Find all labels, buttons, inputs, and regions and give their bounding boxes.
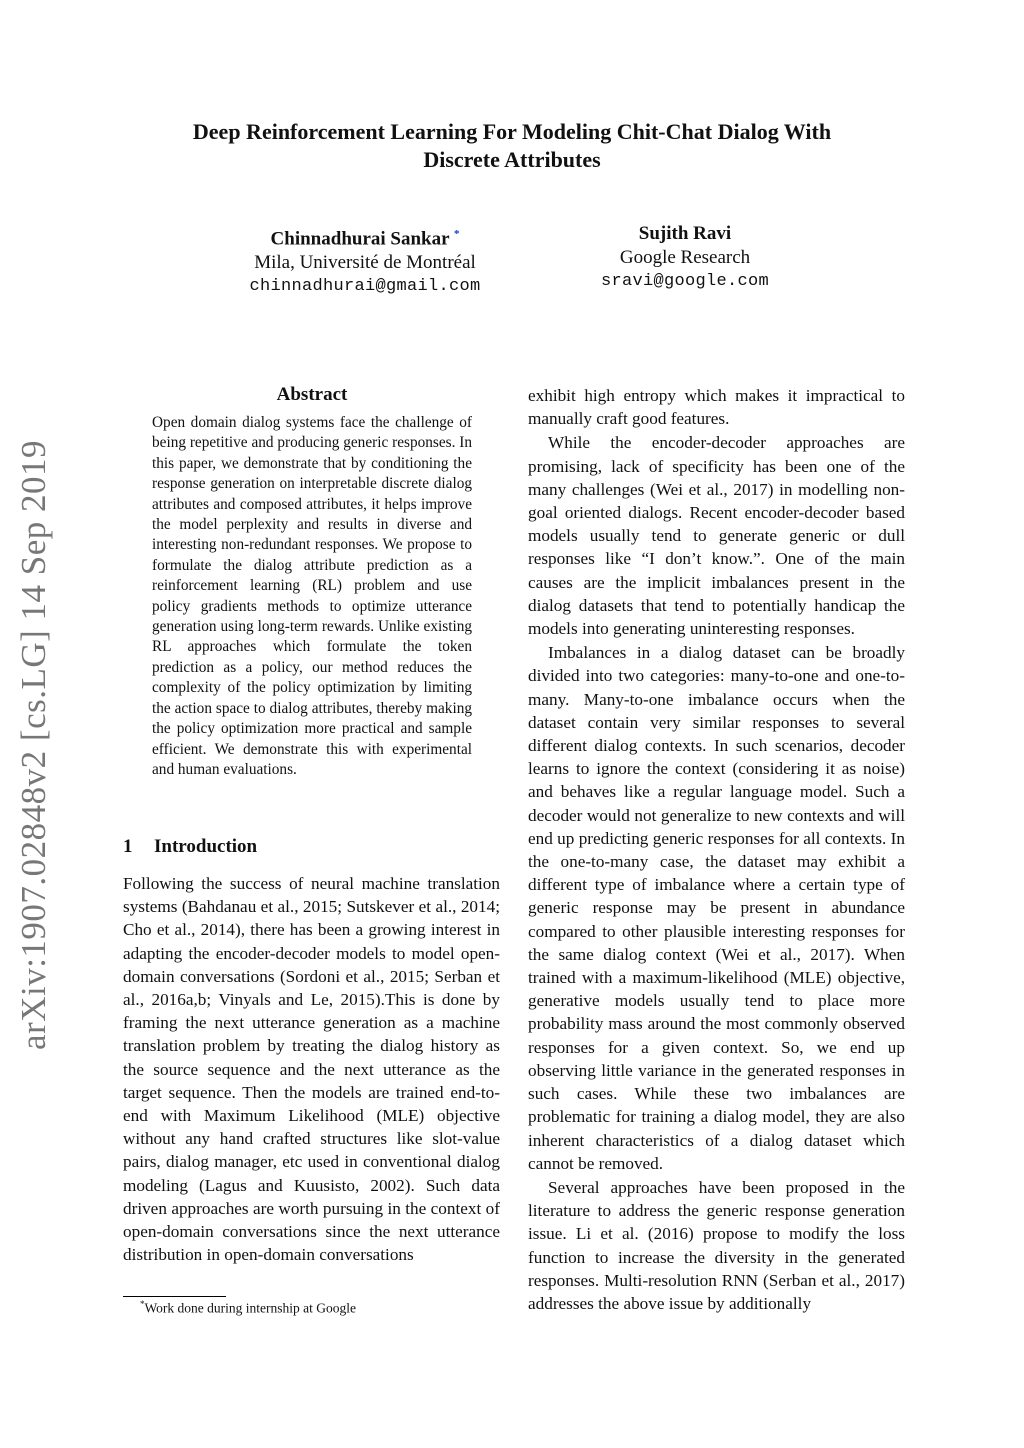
introduction-right-column xyxy=(528,384,905,1316)
author-email: chinnadhurai@gmail.com xyxy=(249,277,481,297)
section-heading-introduction xyxy=(123,836,257,858)
author-affiliation: Google Research xyxy=(619,247,751,268)
author-email: sravi@google.com xyxy=(600,272,770,291)
footnote-text: Work done during internship at Google xyxy=(144,1300,356,1316)
paper-title-line-2: Discrete Attributes xyxy=(423,147,601,172)
author-block-2 xyxy=(540,222,830,294)
footnote xyxy=(140,1299,356,1317)
footnote-rule xyxy=(123,1296,226,1297)
author-name: Sujith Ravi xyxy=(638,223,732,244)
paper-title xyxy=(0,118,1024,174)
introduction-paragraph: Following the success of neural machine translation systems (Bahdanau et al., 2015; Sutskever et al., 2014; Cho et al., 2014), there has been a growing interest in adapting the encoder-decoder models to model open-domain conversations (Sordoni et al., 2015; Serban et al., 2016a,b; Vinyals and Le, 2015).This is done by framing the next utterance generation as a machine translation problem by treating the dialog history as the source sequence and the next utterance as the target sequence. Then the models are trained end-to-end with Maximum Likelihood (MLE) objective without any hand crafted structures like slot-value pairs, dialog manager, etc used in conventional dialog modeling (Lagus and Kuusisto, 2002). Such data driven approaches are worth pursuing in the context of open-domain conversations since the next utterance distribution in open-domain conversations xyxy=(123,874,500,1265)
abstract-heading: Abstract xyxy=(276,384,348,405)
author-block-1 xyxy=(205,222,525,299)
paper-title-line-1: Deep Reinforcement Learning For Modeling Chit-Chat Dialog With xyxy=(192,119,832,144)
abstract-body: Open domain dialog systems face the challenge of being repetitive and producing generic responses. In this paper, we demonstrate that by conditioning the response generation on interpretable discrete dialog attributes and composed attributes, it helps improve the model perplexity and results in diverse and interesting non-redundant responses. We propose to formulate the dialog attribute prediction as a reinforcement learning (RL) problem and use policy gradients methods to optimize utterance generation using long-term rewards. Unlike existing RL approaches which formulate the token prediction as a policy, our method reduces the complexity of the policy optimization by limiting the action space to dialog attributes, thereby making the policy optimization more practical and sample efficient. We demonstrate this with experimental and human evaluations. xyxy=(152,414,472,778)
introduction-left-column xyxy=(123,872,500,1266)
section-title: Introduction xyxy=(154,836,258,857)
arxiv-stamp: arXiv:1907.02848v2 [cs.LG] 14 Sep 2019 xyxy=(14,439,53,1050)
footnote-mark: * xyxy=(140,1299,145,1309)
paragraph-specificity: While the encoder-decoder approaches are promising, lack of specificity has been one of the many challenges (Wei et al., 2017) in modelling non-goal oriented dialogs. Recent encoder-decoder based models usually tend to generate generic or dull responses like “I don’t know.”. One of the main causes are the implicit imbalances present in the dialog datasets that tend to potentially handicap the models into generating uninteresting responses. xyxy=(528,433,905,639)
author-footnote-mark[interactable]: * xyxy=(453,228,460,240)
paragraph-continuation: exhibit high entropy which makes it impractical to manually craft good features. xyxy=(528,386,905,429)
section-number: 1 xyxy=(123,836,133,857)
paragraph-imbalances: Imbalances in a dialog dataset can be broadly divided into two categories: many-to-one and one-to-many. Many-to-one imbalance occurs when the dataset contain very similar responses to several different dialog contexts. In such scenarios, decoder learns to ignore the context (considering it as noise) and behaves like a regular language model. Such a decoder would not generalize to new contexts and will end up predicting generic responses for all contexts. In the one-to-many case, the dataset may exhibit a different type of imbalance where a certain type of generic response may be present in abundance compared to other plausible interesting responses for the same dialog context (Wei et al., 2017). When trained with a maximum-likelihood (MLE) objective, generative models usually tend to place more probability mass around the most commonly observed responses for a given context. So, we end up observing little variance in the generated responses in such cases. While these two imbalances are problematic for training a dialog model, they are also inherent characteristics of a dialog dataset which cannot be removed. xyxy=(528,643,905,1173)
author-name: Chinnadhurai Sankar xyxy=(270,228,450,250)
paragraph-approaches: Several approaches have been proposed in the literature to address the generic response generation issue. Li et al. (2016) propose to modify the loss function to increase the diversity in the generated responses. Multi-resolution RNN (Serban et al., 2017) addresses the above issue by additionally xyxy=(528,1177,905,1313)
author-affiliation: Mila, Université de Montréal xyxy=(254,252,476,274)
